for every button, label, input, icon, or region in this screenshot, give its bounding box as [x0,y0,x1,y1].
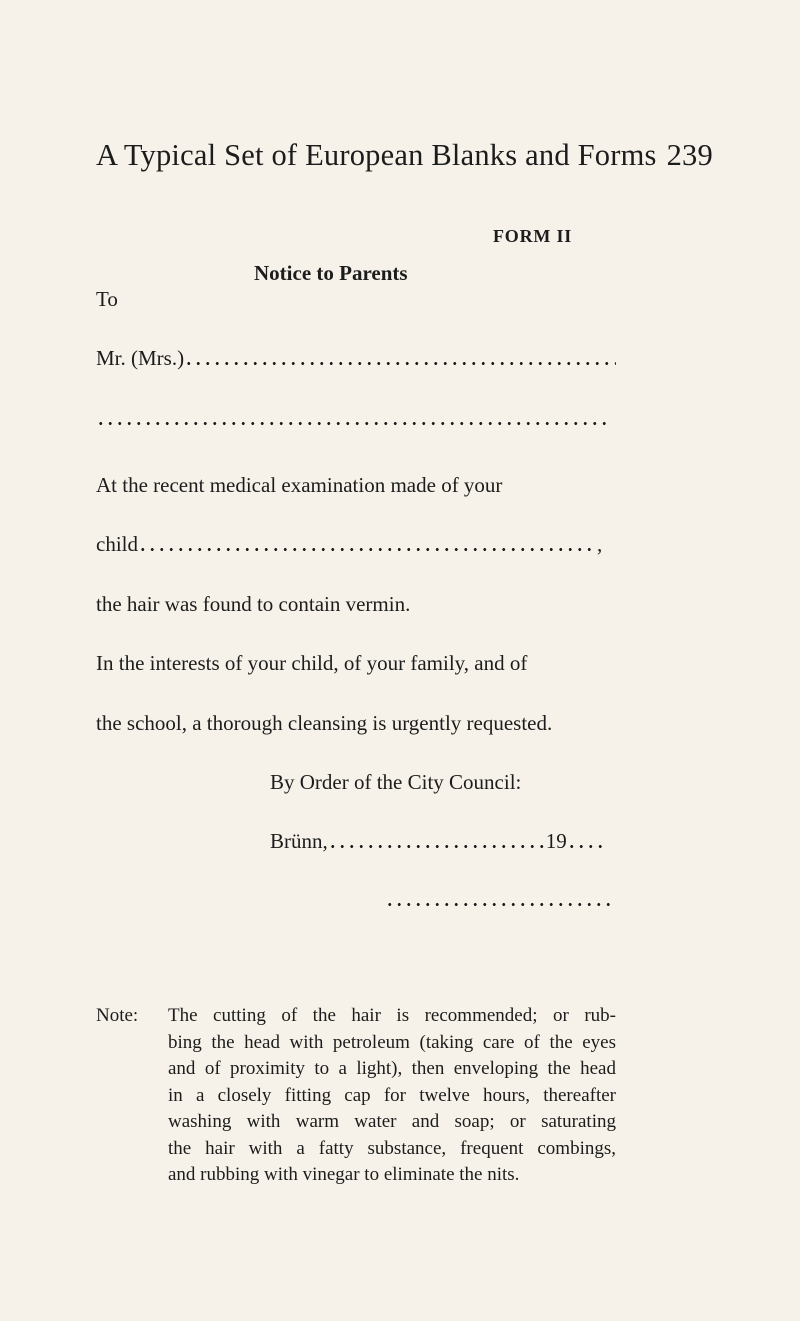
para1-line1: At the recent medical examination made of your [96,473,503,497]
signature-blank [385,903,613,906]
child-comma: , [597,532,603,556]
signoff: By Order of the City Council: [270,770,522,794]
note-line: in a closely fitting cap for twelve hours, thereafter [168,1084,616,1106]
form-title: Notice to Parents [254,261,408,285]
name-label: Mr. (Mrs.) [96,346,185,370]
form-label: FORM II [493,226,573,246]
to-label: To [96,287,118,311]
header-title: A Typical Set of European Blanks and Forms [96,138,657,172]
name-blank-continued [96,422,612,425]
child-blank [138,548,597,551]
note-line: the hair with a fatty substance, frequent combings, [168,1137,616,1159]
child-line [96,532,602,557]
name-line [96,346,616,371]
note-block [96,1003,616,1189]
page-number: 239 [666,138,713,172]
para2-line2: the school, a thorough cleansing is urgently requested. [96,711,553,735]
year-blank [567,845,605,848]
child-label: child [96,532,138,556]
note-line: and rubbing with vinegar to eliminate the nits. [168,1164,520,1185]
para1-line3: the hair was found to contain vermin. [96,592,411,616]
page-header [96,138,713,173]
note-body [168,1003,616,1030]
signature-line [385,893,613,911]
place-date-line [270,829,605,854]
place-label: Brünn, [270,829,328,853]
note-label: Note: [96,1005,139,1026]
name-blank [184,362,616,365]
date-blank [328,845,546,848]
note-line: washing with warm water and soap; or saturating [168,1111,616,1132]
note-line: bing the head with petroleum (taking care of the eyes [168,1031,616,1053]
note-line: and of proximity to a light), then enveloping the head [168,1058,616,1079]
para2-line1: In the interests of your child, of your family, and of [96,651,528,675]
name-continuation-line [96,412,612,430]
note-line: The cutting of the hair is recommended; or rub- [168,1005,616,1026]
year-prefix: 19 [545,829,567,853]
